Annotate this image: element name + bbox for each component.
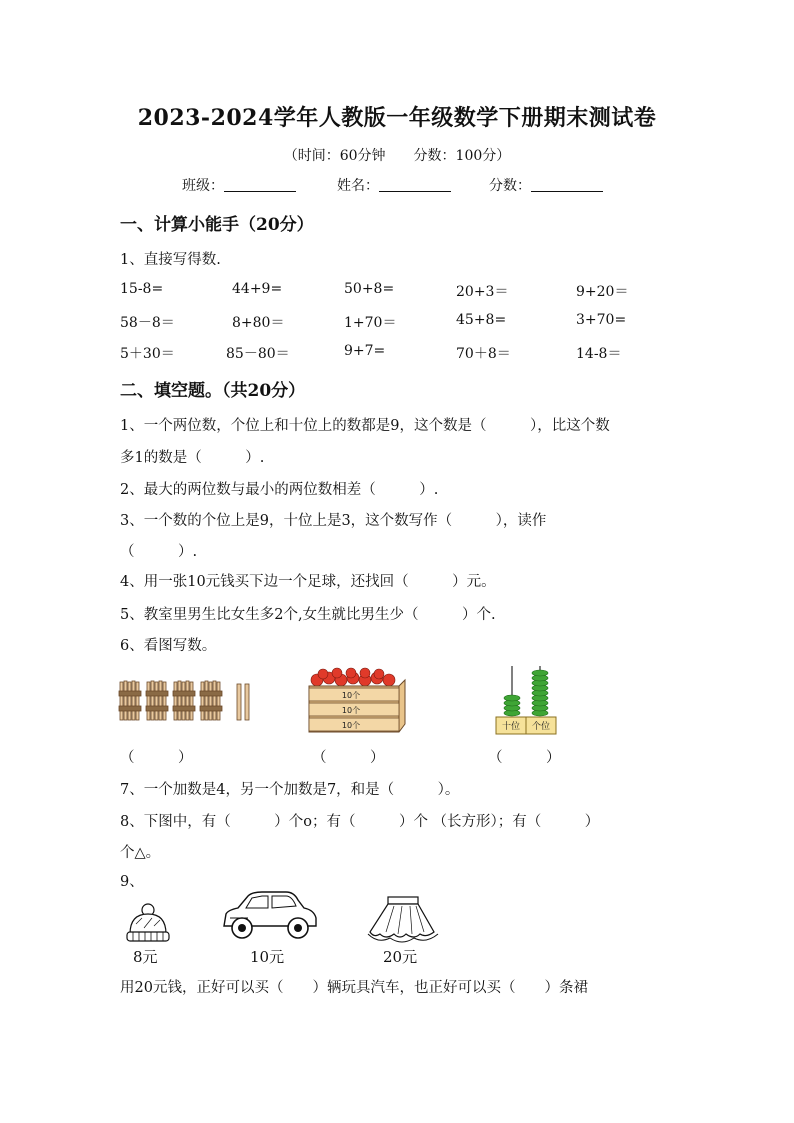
q6-text: 6、看图写数。	[120, 638, 217, 654]
crate-label: 10个	[341, 706, 361, 715]
q9-text: 用20元钱，正好可以买（ ）辆玩具汽车，也正好可以买（ ）条裙	[120, 980, 588, 996]
q4-text: 4、用一张10元钱买下边一个足球，还找回（ ）元。	[120, 574, 496, 590]
q5-text: 5、教室里男生比女生多2个,女生就比男生少（ ）个.	[120, 607, 496, 623]
car-price: 10元	[250, 948, 285, 966]
stick-bundle	[200, 681, 222, 720]
stick-bundle	[173, 681, 195, 720]
calc-item: 45+8=	[456, 312, 507, 328]
q9-label: 9、	[120, 874, 144, 890]
q6-answer-blank[interactable]: （ ）	[488, 750, 561, 766]
q8-text-line2: 个△。	[120, 845, 161, 861]
hat-image	[124, 902, 172, 944]
abacus-image	[494, 664, 558, 736]
hat-price: 8元	[133, 948, 158, 966]
skirt-price: 20元	[383, 948, 418, 966]
name-blank[interactable]	[379, 177, 451, 192]
calc-item: 3+70=	[576, 312, 627, 328]
q8-text-line1: 8、下图中，有（ ）个o；有（ ）个 （长方形）；有（ ）	[120, 814, 600, 830]
name-label: 姓名：	[337, 178, 379, 194]
q2-text: 2、最大的两位数与最小的两位数相差（ ）.	[120, 482, 439, 498]
calc-item: 1+70＝	[344, 315, 397, 331]
q7-text: 7、一个加数是4，另一个加数是7，和是（ ）。	[120, 782, 460, 798]
q1-prompt: 1、直接写得数.	[120, 252, 221, 268]
calc-item: 85－80＝	[226, 346, 290, 362]
calc-item: 5＋30＝	[120, 346, 175, 362]
tens-beads	[504, 695, 520, 716]
ones-label: 个位	[531, 722, 551, 732]
q6-answer-blank[interactable]: （ ）	[120, 750, 193, 766]
score-blank[interactable]	[531, 177, 603, 192]
tens-label: 十位	[501, 722, 521, 732]
q1-text-line2: 多1的数是（ ）.	[120, 450, 265, 466]
q6-answer-blank[interactable]: （ ）	[312, 750, 385, 766]
score-field	[489, 175, 603, 195]
toy-car-image	[218, 888, 320, 944]
calc-item: 44+9=	[232, 281, 283, 297]
calc-item: 20+3＝	[456, 284, 509, 300]
calc-item: 58－8＝	[120, 315, 175, 331]
stick-bundle	[146, 681, 168, 720]
class-blank[interactable]	[224, 177, 296, 192]
calc-item: 8+80＝	[232, 315, 285, 331]
ones-beads	[532, 670, 548, 716]
q3-text-line1: 3、一个数的个位上是9，十位上是3，这个数写作（ ），读作	[120, 513, 547, 529]
crate-label: 10个	[341, 691, 361, 700]
name-field	[337, 175, 451, 195]
calc-item: 50+8=	[344, 281, 395, 297]
stick-bundle	[119, 681, 141, 720]
section1-heading: 一、计算小能手（20分）	[120, 215, 314, 235]
score-label: 分数：	[489, 178, 531, 194]
crate-label: 10个	[341, 721, 361, 730]
page-title: 2023-2024学年人教版一年级数学下册期末测试卷	[137, 105, 657, 131]
class-label: 班级：	[182, 178, 224, 194]
apple-crate-image	[305, 666, 407, 734]
apple-icons	[311, 668, 395, 686]
calc-item: 70＋8＝	[456, 346, 511, 362]
section2-heading: 二、填空题。（共20分）	[120, 381, 306, 401]
calc-item: 9+20＝	[576, 284, 629, 300]
q3-text-line2: （ ）.	[120, 544, 198, 560]
q1-text-line1: 1、一个两位数，个位上和十位上的数都是9，这个数是（ ），比这个数	[120, 418, 610, 434]
calc-item: 14-8＝	[576, 346, 622, 362]
single-sticks	[237, 684, 249, 720]
calc-item: 15-8=	[120, 281, 164, 297]
calc-item: 9+7=	[344, 343, 386, 359]
class-field	[182, 175, 296, 195]
skirt-image	[364, 894, 442, 946]
page-subtitle: （时间：60分钟 分数：100分）	[283, 148, 511, 164]
stick-bundles-image	[118, 678, 268, 724]
